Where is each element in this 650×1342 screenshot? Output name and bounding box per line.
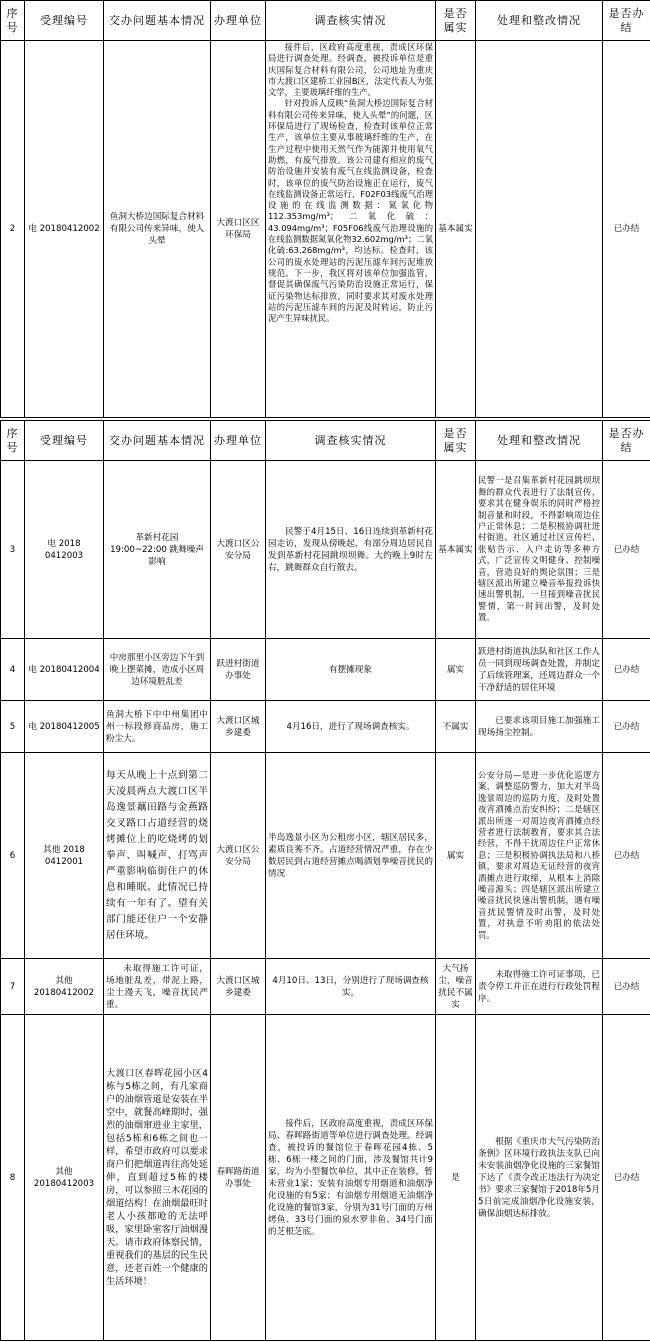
cell-is-true: 大气扬尘，噪音扰民不属实 [436,959,476,1015]
table-row [1,959,650,1015]
cell-closed: 已办结 [603,701,650,753]
cell-investigation [266,701,436,753]
cell-acc-no: 电 20180412002 [25,41,104,418]
cell-issue: 每天从晚上十点到第二天凌晨两点大渡口区半岛逸景藕田路与金燕路交叉路口占道经营的烧烤摊位上的吃烧烤的划拳声、叫喊声、打骂声严重影响临街住户的休息和睡眠。此情况已持续有一年有了。望有关部门能还住户一个安静居住环境。 [104,753,211,959]
cell-is-true: 属实 [436,639,476,701]
header-unit: 办理单位 [211,421,266,461]
cell-seq: 3 [1,461,25,639]
cell-investigation [266,639,436,701]
header-is-true: 是否属实 [436,1,476,41]
cell-issue: 革新村花园 19:00~22:00 跳舞噪声影响 [104,461,211,639]
header-investigation: 调查核实情况 [266,1,436,41]
header-unit: 办理单位 [211,1,266,41]
header-handling: 处理和整改情况 [476,421,603,461]
cell-is-true: 是 [436,1015,476,1341]
cell-closed: 已办结 [603,959,650,1015]
header-issue: 交办问题基本情况 [104,1,211,41]
cell-investigation [266,959,436,1015]
cell-handling: 未取得施工许可证事项，已责令停工并正在进行行政处罚程序。 [476,959,603,1015]
cell-acc-no: 电 20180412005 [25,701,104,753]
header-row [1,421,650,461]
cell-acc-no: 电 2018 0412003 [25,461,104,639]
cell-closed: 已办结 [603,753,650,959]
table-row [1,461,650,639]
cell-investigation [266,461,436,639]
table-row [1,639,650,701]
cell-handling: 跃进村街道执法队和社区工作人员一同到现场调查处置，并制定了后续管理案，还周边群众一个干净舒适的居住环境 [476,639,603,701]
cell-unit: 春晖路街道办事处 [211,1015,266,1341]
cell-unit: 跃进村街道办事处 [211,639,266,701]
cell-acc-no: 其他 20180412003 [25,1015,104,1341]
investigation-paragraph: 4月10日、13日，分别进行了现场调查核实。 [272,975,429,998]
cell-investigation [266,753,436,959]
cell-handling: 根据《重庆市大气污染防治条例》区环境行政执法支队已向未安装油烟净化设施的三家餐馆下达了《责令改正违法行为决定书》要求三家餐馆于2018年5月5日前完成油烟净化设施安装，确保油烟达标排放。 [476,1015,603,1341]
cell-unit: 大渡口区公安分局 [211,753,266,959]
complaint-table-1 [0,0,650,418]
cell-is-true: 属实 [436,753,476,959]
header-handling: 处理和整改情况 [476,1,603,41]
investigation-paragraph: 接件后，区政府高度重视，责成区环保局、春晖路街道等单位进行调查处理。经调查，被投诉的餐馆位于春晖花园4栋、5栋、6栋一楼之间的门面，涉及餐馆共计9家，均为小型餐饮单位，其中正在装修，暂未营业1家；安装有油烟专用烟道和油烟净化设施的有5家；有油烟专用烟道无油烟净化设施的餐馆3家，分别为31号门面的万州烤鱼、33号门面的泉水罗非鱼、34号门面的芝根芝底。 [268,1118,433,1237]
header-seq: 序号 [1,421,25,461]
header-closed: 是否办结 [603,421,650,461]
investigation-paragraph: 民警于4月15日、16日连续到革新村花园走访，发现从傍晚起，有部分周边居民自发到革新村花园跳坝坝舞。大约晚上9时左右，跳舞群众自行散去。 [268,526,433,573]
investigation-paragraph: 针对投诉人反映“鱼洞大桥边国际复合材料有限公司传来异味，使人头晕”的问题，区环保局进行了现场检查，检查时该单位正常生产，该单位主要从事玻璃纤维的生产，在生产过程中使用天然气作为能源并使用氧气助燃，有废气排放。该公司建有相应的废气防治设施并安装有废气在线监测设备，检查时，该单位的废气防治设施正在运行，废气在线监测设备正常运行，F02F03线废气治理设施的在线监测数据：氮氧化物112.353mg/m³；二氧化硫：43.094mg/m³；F05F06线废气治理设施的在线监测数据氮氧化物32.602mg/m³；二氧化硫:63.268mg/m³，均达标。检查时，该公司的废水处理站的污泥压滤车间污泥堆放规范。下一步，我区将对该单位加强监管，督促其确保废气污染防治设施正常运行，保证污染物达标排放，同时要求其对废水处理站的污泥压滤车间的污泥及时转运，防止污泥产生异味扰民。 [268,98,433,324]
header-is-true: 是否属实 [436,421,476,461]
cell-unit: 大渡口区区环保局 [211,41,266,418]
cell-seq: 2 [1,41,25,418]
cell-seq: 4 [1,639,25,701]
cell-acc-no: 电 20180412004 [25,639,104,701]
cell-unit: 大渡口区城乡建委 [211,701,266,753]
cell-acc-no: 其他 2018 0412001 [25,753,104,959]
cell-issue: 鱼洞大桥边国际复合材料有限公司传来异味，使人头晕 [104,41,211,418]
cell-handling [476,41,603,418]
investigation-paragraph: 有摆摊现象 [329,664,372,675]
cell-unit: 大渡口区公安分局 [211,461,266,639]
cell-seq: 7 [1,959,25,1015]
cell-closed: 已办结 [603,461,650,639]
cell-issue: 鱼洞大桥下中中州集团中州一标段修商品房，施工粉尘大。 [104,701,211,753]
cell-seq: 8 [1,1015,25,1341]
cell-unit: 大渡口区城乡建委 [211,959,266,1015]
cell-issue: 中房那里小区旁边下午到晚上摆菜摊，造成小区周边环境脏乱差 [104,639,211,701]
table-row [1,41,650,418]
cell-is-true: 基本属实 [436,41,476,418]
cell-is-true: 不属实 [436,701,476,753]
cell-investigation [266,41,436,418]
cell-closed: 已办结 [603,639,650,701]
cell-acc-no: 其他 20180412002 [25,959,104,1015]
header-acc-no: 受理编号 [25,1,104,41]
cell-issue: 未取得施工许可证，场地脏乱差，带泥上路，尘土漫天飞，噪音扰民严重。 [104,959,211,1015]
header-closed: 是否办结 [603,1,650,41]
complaint-table-2 [0,420,650,1341]
cell-seq: 6 [1,753,25,959]
header-seq: 序号 [1,1,25,41]
investigation-paragraph: 半岛逸景小区为公租房小区，辖区居民多，素质良莠不齐。占道经营情况严重，存在少数居民到占道经营摊点喝酒划拳噪音扰民的情况 [268,832,433,879]
header-investigation: 调查核实情况 [266,421,436,461]
header-row [1,1,650,41]
investigation-paragraph: 接件后，区政府高度重视，责成区环保局进行调查处理。经调查，被投诉单位是重庆国际复合材料有限公司，公司地址为重庆市大渡口区建桥工业园B区，法定代表人为张文学，主要玻璃纤维的生产。 [268,42,433,98]
header-issue: 交办问题基本情况 [104,421,211,461]
cell-is-true: 基本属实 [436,461,476,639]
cell-handling: 已要求该项目施工加强施工现场扬尘控制。 [476,701,603,753]
cell-closed: 已办结 [603,41,650,418]
cell-investigation [266,1015,436,1341]
table-row [1,1015,650,1341]
cell-issue: 大渡口区春晖花园小区4栋与5栋之间，有几家商户的油烟管道是安装在半空中，就餐高峰期时，强烈的油烟窜进业主家里，包括5栋和6栋之间也一样，希望市政府可以要求商户们把烟道再往高处延伸，直到超过5栋的楼房，可以参照三木花园的烟道结构！在油烟最旺时老人小孩都呛的无法呼吸，家里卧室客厅油烟漫天。请市政府体察民情，重视我们的基层的民生民意，还老百姓一个健康的生活环境！ [104,1015,211,1341]
investigation-paragraph: 4月16日，进行了现场调查核实。 [286,721,415,732]
table-row [1,701,650,753]
cell-handling: 公安分局—是进一步优化巡逻方案，调整巡防警力，加大对半岛逸景周边的巡防力度，及时处置夜宵酒摊点治安纠纷；二是辖区派出所逐一对周边夜宵酒摊点经营者进行法制教育，要求其合法经营，不得干扰周边住户正常休息；三是积极协调执法局和八桥镇，要求对周边无证经营的夜宵酒摊点进行取缔，从根本上消除噪音源头；四是辖区派出所建立噪音扰民快速出警机制，遇有噪音扰民警情及时出警，及时处置，对执意不听劝阻的依法处罚。 [476,753,603,959]
cell-closed: 已办结 [603,1015,650,1341]
cell-seq: 5 [1,701,25,753]
table-row [1,753,650,959]
cell-handling: 民警一是召集革新村花园跳坝坝舞的群众代表进行了法制宣传，要求其在健身娱乐的同时严格控制音量和时段，不得影响周边住户正常休息；二是积极协调社进村街道、社区通过社区宣传栏、张贴告示、入户走访等多种方式，广泛宣传文明健身、控制噪音，营造良好的舆论氛围；三是辖区派出所建立噪音举报投诉快速出警机制，一旦接到噪音扰民警情，第一时间出警，及时处置。 [476,461,603,639]
header-acc-no: 受理编号 [25,421,104,461]
